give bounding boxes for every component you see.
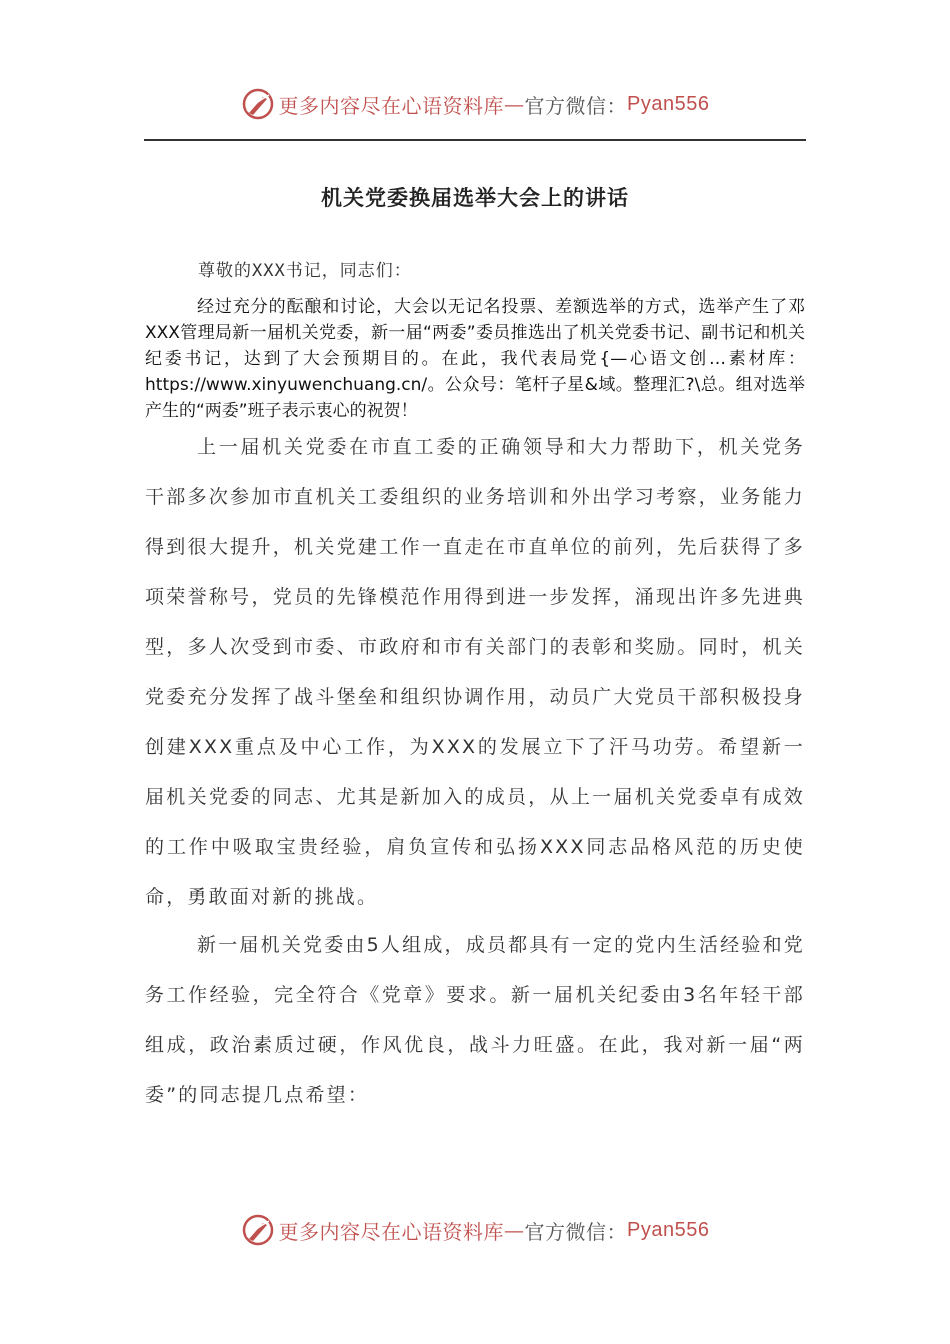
pen-nib-logo-icon	[241, 1213, 275, 1247]
header-banner-text: 更多内容尽在心语资料库	[278, 93, 505, 118]
document-title: 机关党委换届选举大会上的讲话	[321, 186, 629, 210]
header-banner-separator: —	[504, 92, 525, 116]
paragraph-3: 新一届机关党委由5人组成，成员都具有一定的党内生活经验和党务工作经验，完全符合《党章》要求。新一届机关纪委由3名年轻干部组成，政治素质过硬，作风优良，战斗力旺盛。在此，我对新一届“两委”的同志提几点希望：	[145, 934, 805, 1106]
header-banner-wechat: Pyan556	[627, 92, 710, 115]
greeting: 尊敬的XXX书记，同志们：	[198, 261, 412, 281]
footer-banner-label: 官方微信：	[524, 1219, 628, 1244]
footer-banner	[0, 1208, 950, 1252]
footer-banner-text: 更多内容尽在心语资料库	[278, 1219, 505, 1244]
pen-nib-logo-icon	[241, 87, 275, 121]
header-divider	[144, 139, 806, 141]
footer-banner-wechat: Pyan556	[627, 1218, 710, 1241]
header-banner-label: 官方微信：	[524, 93, 628, 118]
paragraph-2: 上一届机关党委在市直工委的正确领导和大力帮助下，机关党务干部多次参加市直机关工委组织的业务培训和外出学习考察，业务能力得到很大提升，机关党建工作一直走在市直单位的前列，先后获得了多项荣誉称号，党员的先锋模范作用得到进一步发挥，涌现出许多先进典型，多人次受到市委、市政府和市有关部门的表彰和奖励。同时，机关党委充分发挥了战斗堡垒和组织协调作用，动员广大党员干部积极投身创建XXX重点及中心工作，为XXX的发展立下了汗马功劳。希望新一届机关党委的同志、尤其是新加入的成员，从上一届机关党委卓有成效的工作中吸取宝贵经验，肩负宣传和弘扬XXX同志品格风范的历史使命，勇敢面对新的挑战。	[145, 436, 805, 908]
paragraph-1: 经过充分的酝酿和讨论，大会以无记名投票、差额选举的方式，选举产生了邓XXX管理局新一届机关党委，新一届“两委”委员推选出了机关党委书记、副书记和机关纪委书记，达到了大会预期目的。在此，我代表局党{—心语文创…素材库：https://www.xinyuwenchuang.cn/。公众号：笔杆子星&域。整理汇?\总。组对选举产生的“两委”班子表示衷心的祝贺！	[145, 297, 805, 421]
footer-banner-separator: —	[504, 1218, 525, 1242]
header-banner	[0, 82, 950, 126]
